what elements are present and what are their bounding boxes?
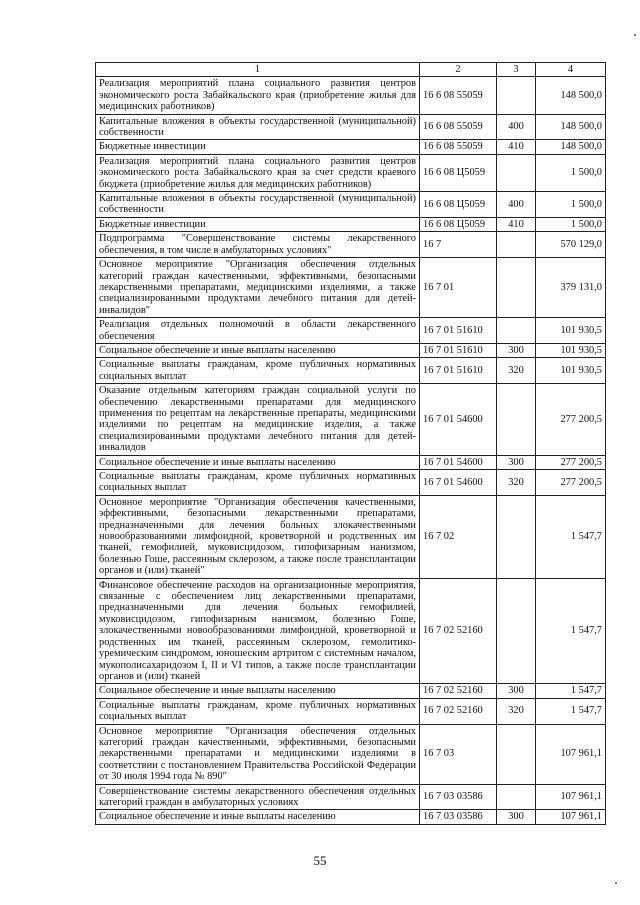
table-row (96, 384, 606, 455)
row-vr-cell (497, 77, 536, 114)
page-number: 55 (313, 853, 327, 868)
row-vr-cell (497, 578, 536, 684)
row-code-cell: 16 7 01 54600 (420, 384, 497, 455)
row-vr-cell (497, 232, 536, 258)
table-row (96, 343, 606, 357)
table-row (96, 810, 606, 824)
row-code-cell: 16 6 08 Ц5059 (420, 192, 497, 218)
row-name-cell: Социальное обеспечение и иные выплаты населению (96, 810, 420, 824)
row-sum-cell: 1 547,7 (536, 495, 606, 578)
row-vr-cell: 300 (497, 810, 536, 824)
row-name-cell: Основное мероприятие "Организация обеспечения отдельных категорий граждан качественными, эффективными, безопасными лекарственными препаратами, медицинскими изделиями, а также специализированными продуктами лечебного питания для детей-инвалидов" (96, 258, 420, 318)
row-vr-cell: 400 (497, 114, 536, 140)
row-vr-cell (497, 724, 536, 784)
table-row (96, 358, 606, 384)
table-row (96, 192, 606, 218)
row-code-cell: 16 6 08 55059 (420, 140, 497, 154)
scan-speck (615, 882, 617, 884)
row-name-cell: Подпрограмма "Совершенствование системы лекарственного обеспечения, в том числе в амбулаторных условиях" (96, 232, 420, 258)
row-sum-cell: 277 200,5 (536, 384, 606, 455)
row-name-cell: Финансовое обеспечение расходов на организационные мероприятия, связанные с обеспечением лиц лекарственными препаратами, предназначенными для лечения больных гемофилией, муковисцидозом, гипофизарным нанизмом, болезнью Гоше, злокачественными новообразованиями лимфоидной, кроветворной и родственных им тканей, рассеянным склерозом, гемолитико-уремическим синдромом, юношеским артритом с системным началом, мукополисахаридозом I, II и VI типов, а также после трансплантации органов и (или) тканей (96, 578, 420, 684)
column-header-name: 1 (96, 63, 420, 77)
table-row (96, 232, 606, 258)
column-header-code: 2 (420, 63, 497, 77)
row-sum-cell: 1 500,0 (536, 192, 606, 218)
row-name-cell: Капитальные вложения в объекты государственной (муниципальной) собственности (96, 192, 420, 218)
row-code-cell: 16 7 01 54600 (420, 455, 497, 469)
row-sum-cell: 1 547,7 (536, 698, 606, 724)
row-vr-cell (497, 495, 536, 578)
table-row (96, 784, 606, 810)
row-code-cell: 16 7 01 51610 (420, 343, 497, 357)
table-row (96, 318, 606, 344)
row-sum-cell: 277 200,5 (536, 455, 606, 469)
row-code-cell: 16 7 02 52160 (420, 698, 497, 724)
row-vr-cell (497, 154, 536, 191)
budget-table-body (96, 63, 606, 825)
row-vr-cell: 300 (497, 343, 536, 357)
row-name-cell: Реализация отдельных полномочий в области лекарственного обеспечения (96, 318, 420, 344)
row-code-cell: 16 6 08 Ц5059 (420, 217, 497, 231)
row-name-cell: Социальное обеспечение и иные выплаты населению (96, 343, 420, 357)
row-vr-cell: 400 (497, 192, 536, 218)
row-sum-cell: 148 500,0 (536, 140, 606, 154)
table-row (96, 114, 606, 140)
row-code-cell: 16 6 08 Ц5059 (420, 154, 497, 191)
row-code-cell: 16 7 (420, 232, 497, 258)
row-code-cell: 16 7 02 52160 (420, 684, 497, 698)
row-code-cell: 16 6 08 55059 (420, 77, 497, 114)
table-header-row (96, 63, 606, 77)
row-sum-cell: 101 930,5 (536, 318, 606, 344)
row-vr-cell: 410 (497, 217, 536, 231)
row-code-cell: 16 6 08 55059 (420, 114, 497, 140)
row-name-cell: Социальные выплаты гражданам, кроме публичных нормативных социальных выплат (96, 698, 420, 724)
row-name-cell: Бюджетные инвестиции (96, 140, 420, 154)
row-sum-cell: 379 131,0 (536, 258, 606, 318)
row-sum-cell: 101 930,5 (536, 343, 606, 357)
row-vr-cell: 300 (497, 684, 536, 698)
table-row (96, 140, 606, 154)
row-vr-cell: 300 (497, 455, 536, 469)
row-name-cell: Основное мероприятие "Организация обеспечения отдельных категорий граждан качественными, эффективными, безопасными лекарственными препаратами и медицинскими изделиями в соответствии с постановлением Правительства Российской Федерации от 30 июля 1994 года № 890" (96, 724, 420, 784)
row-sum-cell: 148 500,0 (536, 77, 606, 114)
row-name-cell: Реализация мероприятий плана социального развития центров экономического роста Забайкальского края за счет средств краевого бюджета (приобретение жилья для медицинских работников) (96, 154, 420, 191)
table-row (96, 684, 606, 698)
row-vr-cell (497, 258, 536, 318)
column-header-vr: 3 (497, 63, 536, 77)
row-sum-cell: 1 547,7 (536, 578, 606, 684)
row-name-cell: Основное мероприятие "Организация обеспечения качественными, эффективными, безопасными лекарственными препаратами, предназначенными для лечения больных злокачественными новообразованиями лимфоидной, кроветворной и родственных им тканей, гемофилией, муковисцидозом, гипофизарным нанизмом, болезнью Гоше, рассеянным склерозом, а также после трансплантации органов и (или) тканей" (96, 495, 420, 578)
row-code-cell: 16 7 01 54600 (420, 470, 497, 496)
row-sum-cell: 1 547,7 (536, 684, 606, 698)
row-sum-cell: 148 500,0 (536, 114, 606, 140)
table-row (96, 495, 606, 578)
row-vr-cell: 320 (497, 698, 536, 724)
row-vr-cell: 410 (497, 140, 536, 154)
row-vr-cell (497, 784, 536, 810)
row-vr-cell (497, 384, 536, 455)
table-row (96, 258, 606, 318)
row-name-cell: Бюджетные инвестиции (96, 217, 420, 231)
row-sum-cell: 107 961,1 (536, 810, 606, 824)
row-code-cell: 16 7 03 03586 (420, 784, 497, 810)
row-name-cell: Социальное обеспечение и иные выплаты населению (96, 455, 420, 469)
row-code-cell: 16 7 02 (420, 495, 497, 578)
row-code-cell: 16 7 02 52160 (420, 578, 497, 684)
row-name-cell: Реализация мероприятий плана социального развития центров экономического роста Забайкальского края (приобретение жилья для медицинских работников) (96, 77, 420, 114)
row-sum-cell: 570 129,0 (536, 232, 606, 258)
row-sum-cell: 1 500,0 (536, 154, 606, 191)
row-name-cell: Оказание отдельным категориям граждан социальной услуги по обеспечению лекарственными препаратами для медицинского применения по рецептам на лекарственные препараты, медицинскими изделиями по рецептам на медицинские изделия, а также специализированными продуктами лечебного питания для детей-инвалидов (96, 384, 420, 455)
row-vr-cell: 320 (497, 470, 536, 496)
table-row (96, 154, 606, 191)
row-code-cell: 16 7 01 (420, 258, 497, 318)
budget-table (95, 62, 606, 825)
table-row (96, 698, 606, 724)
row-sum-cell: 101 930,5 (536, 358, 606, 384)
row-code-cell: 16 7 01 51610 (420, 318, 497, 344)
scan-speck (634, 34, 636, 36)
row-code-cell: 16 7 03 (420, 724, 497, 784)
row-name-cell: Капитальные вложения в объекты государственной (муниципальной) собственности (96, 114, 420, 140)
row-sum-cell: 277 200,5 (536, 470, 606, 496)
row-vr-cell (497, 318, 536, 344)
table-row (96, 470, 606, 496)
row-name-cell: Социальные выплаты гражданам, кроме публичных нормативных социальных выплат (96, 358, 420, 384)
row-code-cell: 16 7 03 03586 (420, 810, 497, 824)
row-name-cell: Социальные выплаты гражданам, кроме публичных нормативных социальных выплат (96, 470, 420, 496)
column-header-sum: 4 (536, 63, 606, 77)
row-sum-cell: 107 961,1 (536, 724, 606, 784)
table-row (96, 455, 606, 469)
row-name-cell: Совершенствование системы лекарственного обеспечения отдельных категорий граждан в амбулаторных условиях (96, 784, 420, 810)
table-row (96, 77, 606, 114)
table-row (96, 724, 606, 784)
row-code-cell: 16 7 01 51610 (420, 358, 497, 384)
row-sum-cell: 1 500,0 (536, 217, 606, 231)
table-row (96, 578, 606, 684)
table-row (96, 217, 606, 231)
row-sum-cell: 107 961,1 (536, 784, 606, 810)
row-vr-cell: 320 (497, 358, 536, 384)
row-name-cell: Социальное обеспечение и иные выплаты населению (96, 684, 420, 698)
